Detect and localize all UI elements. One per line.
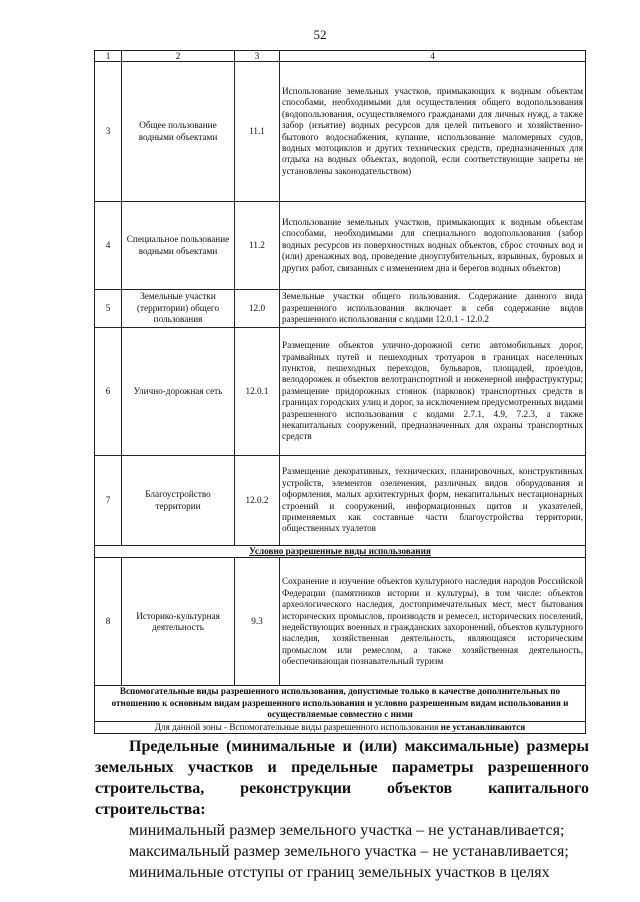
- params-heading: Предельные (минимальные и (или) максимальные) размеры земельных участков и предельные параметры разрешенного строительства, реконструкции объектов капитального строительства:: [95, 738, 589, 818]
- row-number: 4: [95, 202, 122, 290]
- row-number: 7: [95, 456, 122, 546]
- param-line-max-size: максимальный размер земельного участка – не устанавливается;: [129, 843, 569, 860]
- header-col-3: 3: [235, 51, 280, 62]
- row-number: 5: [95, 290, 122, 328]
- row-number: 8: [95, 558, 122, 686]
- footer-bold: не устанавливаются: [440, 721, 526, 732]
- table-header-row: [95, 51, 586, 62]
- use-code: 11.2: [235, 202, 280, 290]
- use-name: Благоустройство территории: [122, 456, 235, 546]
- footer-row: [95, 721, 586, 733]
- use-code: 11.1: [235, 62, 280, 202]
- table-row: [95, 328, 586, 456]
- param-line-min-size: минимальный размер земельного участка – не устанавливается;: [129, 822, 565, 839]
- section-conditional-title: Условно разрешенные виды использования: [95, 546, 586, 558]
- table-row: [95, 62, 586, 202]
- table-row: [95, 290, 586, 328]
- auxiliary-note: Вспомогательные виды разрешенного использования, допустимые только в качестве дополнительных по отношению к основным видам разрешенного использования и условно разрешенным видам использования и осуществляемые совместно с ними: [95, 686, 586, 721]
- use-code: 12.0.2: [235, 456, 280, 546]
- land-use-table: [94, 50, 586, 734]
- use-description: Сохранение и изучение объектов культурного наследия народов Российской Федерации (памятников истории и культуры), в том числе: объектов археологического наследия, достопримечательных мест, мест бытования исторических промыслов, производств и ремесел, исторических поселений, недействующих военных и гражданских захоронений, объектов культурного наследия, хозяйственная деятельность, являющаяся историческим промыслом или ремеслом, а также хозяйственная деятельность, обеспечивающая познавательный туризм: [280, 558, 586, 686]
- use-code: 12.0: [235, 290, 280, 328]
- footer-text: Для данной зоны - Вспомогательные виды разрешенного использования: [154, 721, 439, 732]
- use-description: Размещение декоративных, технических, планировочных, конструктивных устройств, элементов озеленения, различных видов оборудования и оформления, малых архитектурных форм, некапитальных нестационарных строений и сооружений, информационных щитов и указателей, применяемых как составные части благоустройства территории, общественных туалетов: [280, 456, 586, 546]
- table-row: [95, 558, 586, 686]
- table-row: [95, 202, 586, 290]
- use-name: Специальное пользование водными объектами: [122, 202, 235, 290]
- section-header-row: [95, 546, 586, 558]
- row-number: 3: [95, 62, 122, 202]
- use-name: Историко-культурная деятельность: [122, 558, 235, 686]
- table-row: [95, 456, 586, 546]
- param-line-setbacks: минимальные отступы от границ земельных участков в целях: [129, 864, 550, 881]
- use-code: 12.0.1: [235, 328, 280, 456]
- row-number: 6: [95, 328, 122, 456]
- footer-cell: [95, 721, 586, 733]
- header-col-1: 1: [95, 51, 122, 62]
- auxiliary-note-row: [95, 686, 586, 721]
- header-col-4: 4: [280, 51, 586, 62]
- page-number: 52: [313, 27, 327, 42]
- use-description: Размещение объектов улично-дорожной сети: автомобильных дорог, трамвайных путей и пешеходных тротуаров в границах населенных пунктов, пешеходных переходов, бульваров, площадей, проездов, велодорожек и объектов велотранспортной и инженерной инфраструктуры; размещение придорожных стоянок (парковок) транспортных средств в границах городских улиц и дорог, за исключением предусмотренных видами разрешенного использования с кодами 2.7.1, 4.9, 7.2.3, а также некапитальных сооружений, предназначенных для охраны транспортных средств: [280, 328, 586, 456]
- params-section: [95, 736, 589, 883]
- use-name: Общее пользование водными объектами: [122, 62, 235, 202]
- header-col-2: 2: [122, 51, 235, 62]
- use-description: Использование земельных участков, примыкающих к водным объектам способами, необходимыми для специального водопользования (забор водных ресурсов из поверхностных водных объектов, сброс сточных вод и (или) дренажных вод, проведение дноуглубительных, взрывных, буровых и других работ, связанных с изменением дна и берегов водных объектов): [280, 202, 586, 290]
- use-code: 9.3: [235, 558, 280, 686]
- use-name: Улично-дорожная сеть: [122, 328, 235, 456]
- use-description: Земельные участки общего пользования. Содержание данного вида разрешенного использования включает в себя содержание видов разрешенного использования с кодами 12.0.1 - 12.0.2: [280, 290, 586, 328]
- use-name: Земельные участки (территории) общего пользования: [122, 290, 235, 328]
- use-description: Использование земельных участков, примыкающих к водным объектам способами, необходимыми для осуществления общего водопользования (водопользования, осуществляемого гражданами для личных нужд, а также забор (изъятие) водных ресурсов для целей питьевого и хозяйственно-бытового водоснабжения, купание, использование маломерных судов, водных мотоциклов и других технических средств, предназначенных для отдыха на водных объектах, водопой, если соответствующие запреты не установлены законодательством): [280, 62, 586, 202]
